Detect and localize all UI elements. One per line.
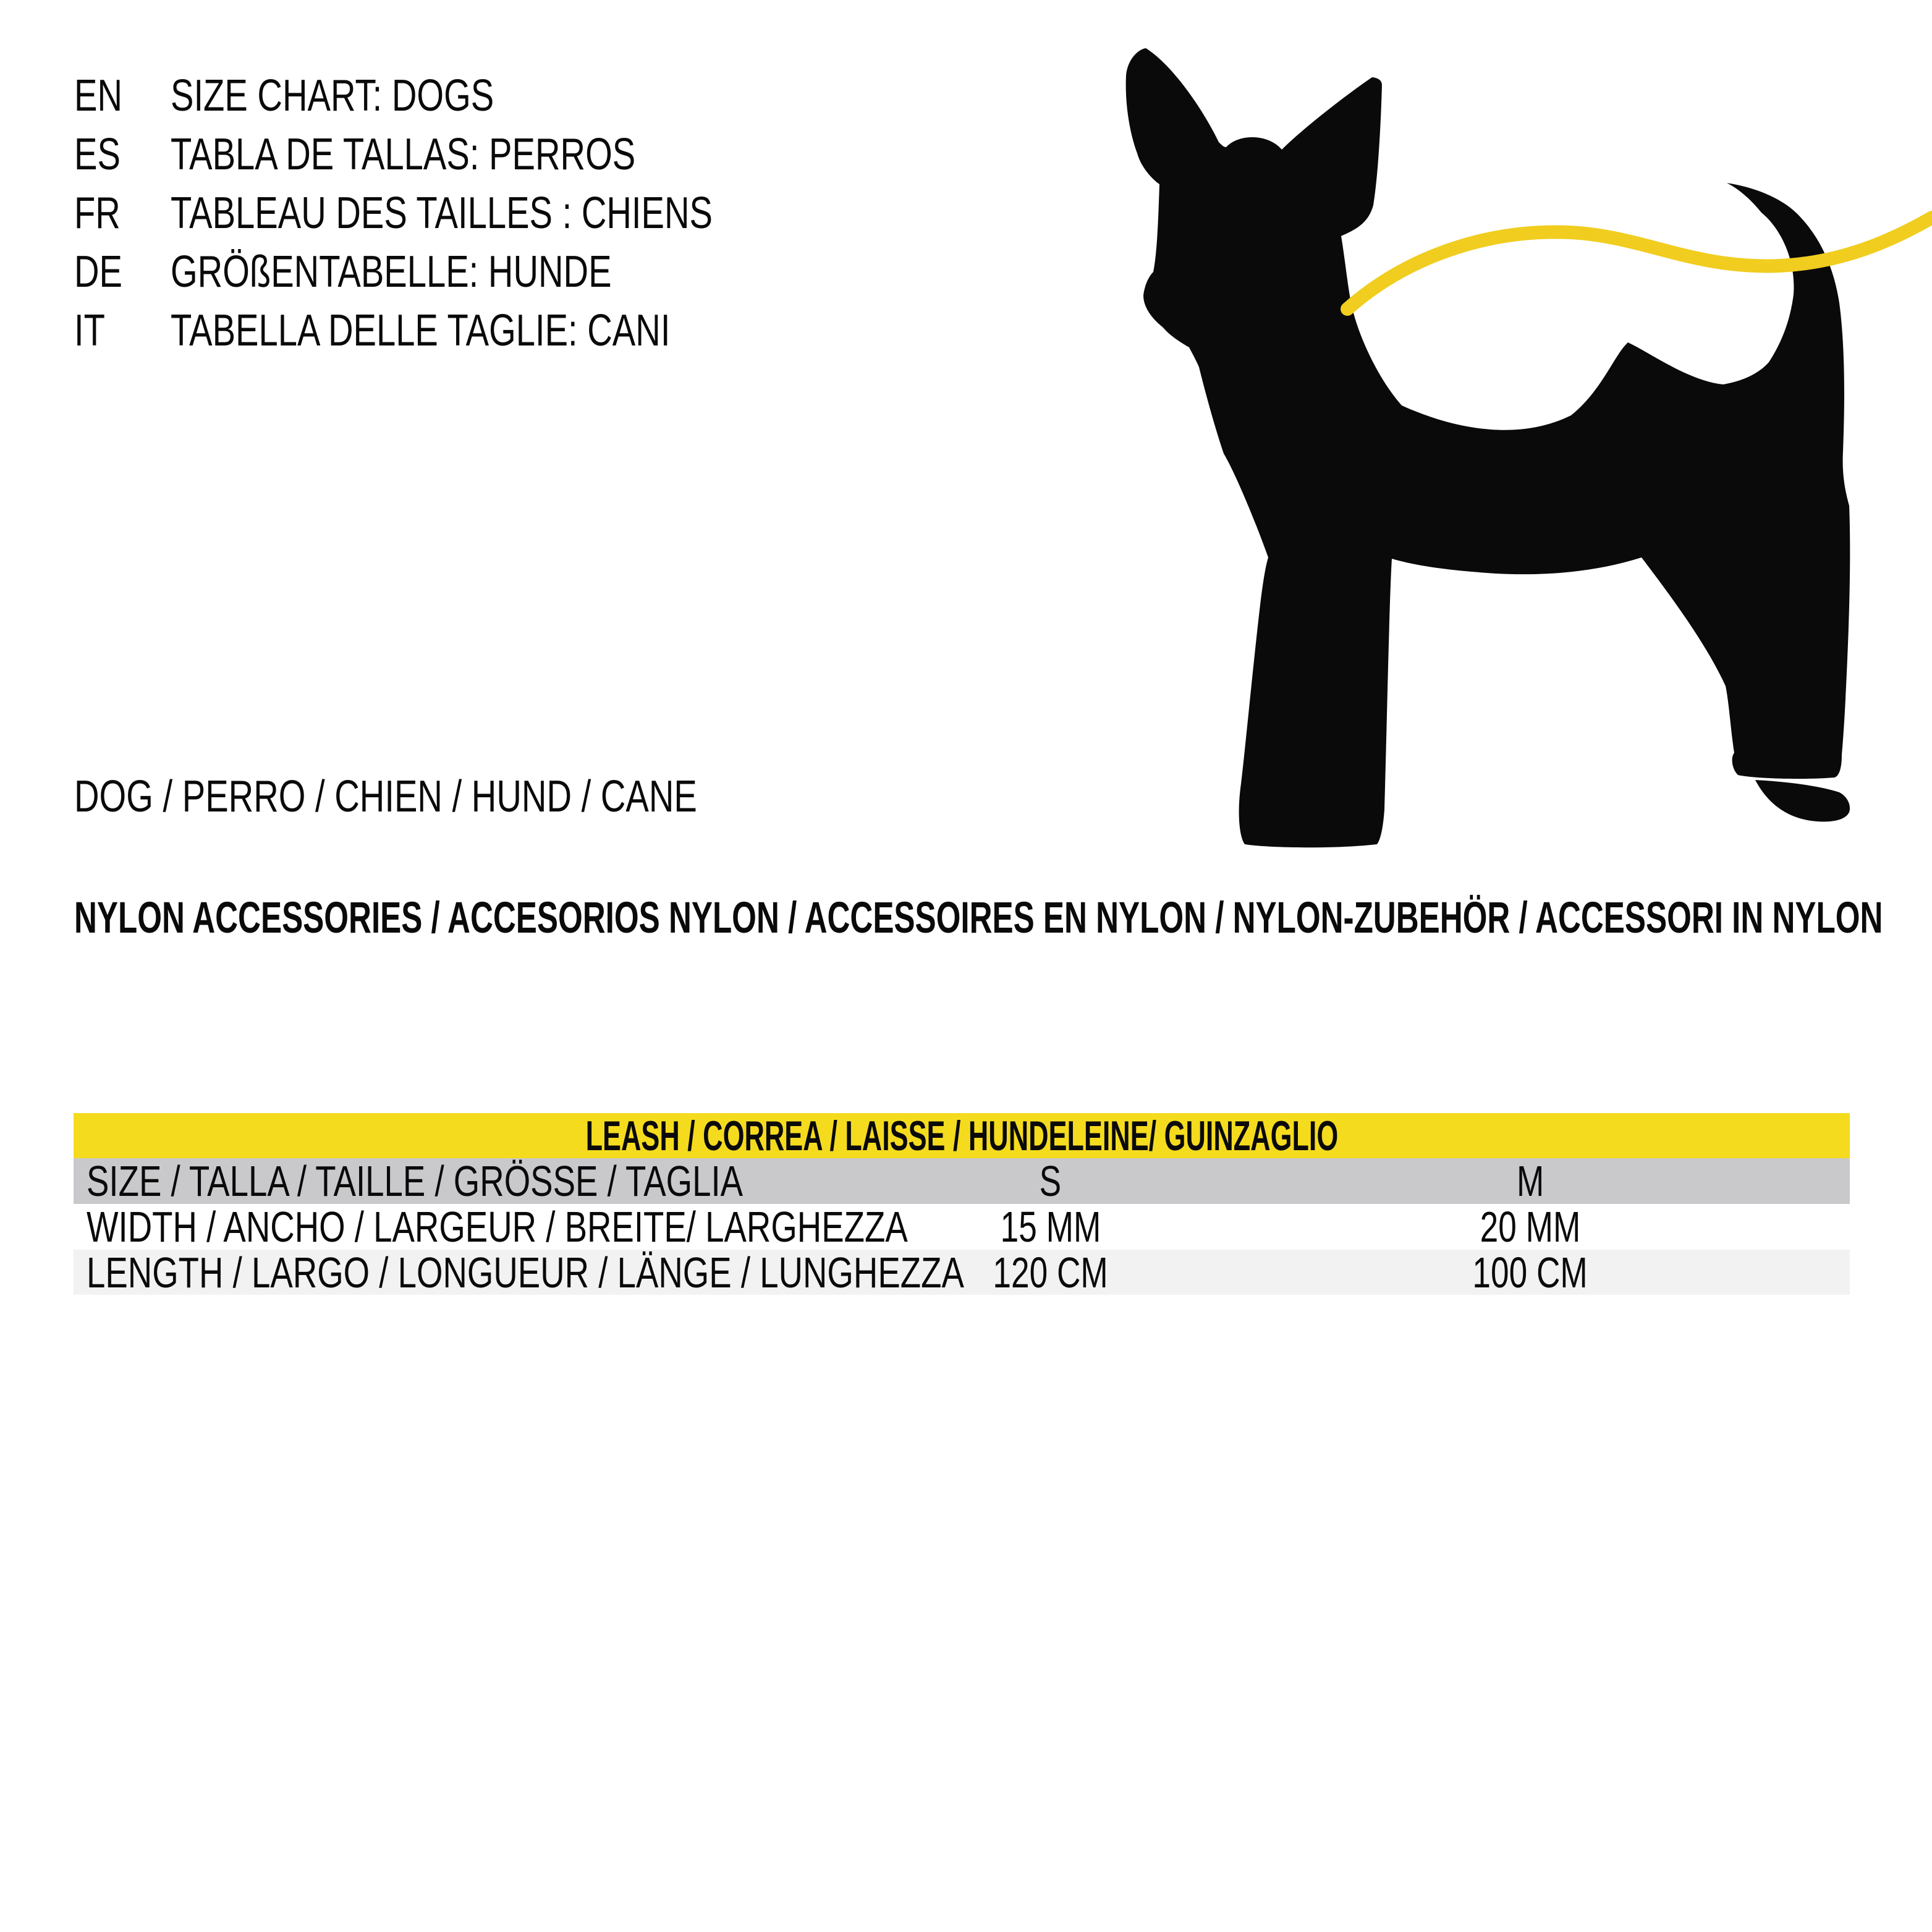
table-header-label: LEASH / CORREA / LAISSE / HUNDELEINE/ GUINZAGLIO: [585, 1112, 1338, 1159]
value-s-text: 15 MM: [1000, 1203, 1101, 1251]
table-row-size: [74, 1158, 1850, 1204]
row-label-text: LENGTH / LARGO / LONGUEUR / LÄNGE / LUNGHEZZA: [87, 1248, 964, 1297]
row-label-cell: [74, 1156, 820, 1206]
language-code: EN: [74, 71, 123, 121]
language-row: [74, 184, 892, 243]
language-code: IT: [74, 306, 105, 355]
language-row-text: [74, 125, 635, 184]
chihuahua-silhouette: [1126, 48, 1850, 847]
value-s-text: 120 CM: [993, 1248, 1108, 1297]
language-label: TABLEAU DES TAILLES : CHIENS: [171, 189, 713, 238]
language-label: SIZE CHART: DOGS: [171, 71, 494, 121]
language-code: ES: [74, 130, 121, 179]
dog-caption: [74, 768, 873, 826]
row-label-cell: [74, 1202, 908, 1252]
value-m-text: M: [1516, 1157, 1544, 1205]
language-row-text: [74, 243, 612, 302]
leash-line: [1347, 218, 1932, 309]
language-row-text: [74, 184, 713, 243]
value-m-cell: [1281, 1202, 1779, 1252]
value-s-cell: [820, 1156, 1281, 1206]
row-label-text: WIDTH / ANCHO / LARGEUR / BREITE/ LARGHEZZA: [87, 1203, 908, 1251]
language-row: [74, 243, 892, 302]
row-label-cell: [74, 1248, 964, 1297]
language-code: DE: [74, 247, 123, 297]
language-code: FR: [74, 189, 121, 238]
language-label: TABLA DE TALLAS: PERROS: [171, 130, 636, 179]
category-heading: [74, 889, 1932, 947]
language-label: TABELLA DELLE TAGLIE: CANI: [171, 306, 671, 355]
language-row: [74, 67, 892, 125]
language-label: GRÖßENTABELLE: HUNDE: [171, 247, 612, 297]
value-m-cell: [1281, 1156, 1779, 1206]
value-s-text: S: [1039, 1157, 1062, 1205]
language-row: [74, 302, 892, 360]
table-row-length: [74, 1250, 1850, 1295]
table-header-leash: [74, 1113, 1850, 1158]
dog-illustration: [1112, 43, 1932, 853]
value-m-text: 20 MM: [1480, 1203, 1580, 1251]
category-heading-text: NYLON ACCESSORIES / ACCESORIOS NYLON / ACCESSOIRES EN NYLON / NYLON-ZUBEHÖR / ACCESSORI IN NYLON: [74, 894, 1883, 943]
table-row-width: [74, 1204, 1850, 1250]
value-m-cell: [1281, 1248, 1779, 1297]
row-label-text: SIZE / TALLA / TAILLE / GRÖSSE / TAGLIA: [87, 1157, 744, 1205]
language-list: [74, 67, 892, 360]
value-m-text: 100 CM: [1472, 1248, 1588, 1297]
language-row-text: [74, 67, 494, 125]
dog-caption-text: DOG / PERRO / CHIEN / HUND / CANE: [74, 772, 697, 821]
language-row-text: [74, 302, 670, 360]
language-row: [74, 125, 892, 184]
size-table: [74, 1113, 1850, 1295]
